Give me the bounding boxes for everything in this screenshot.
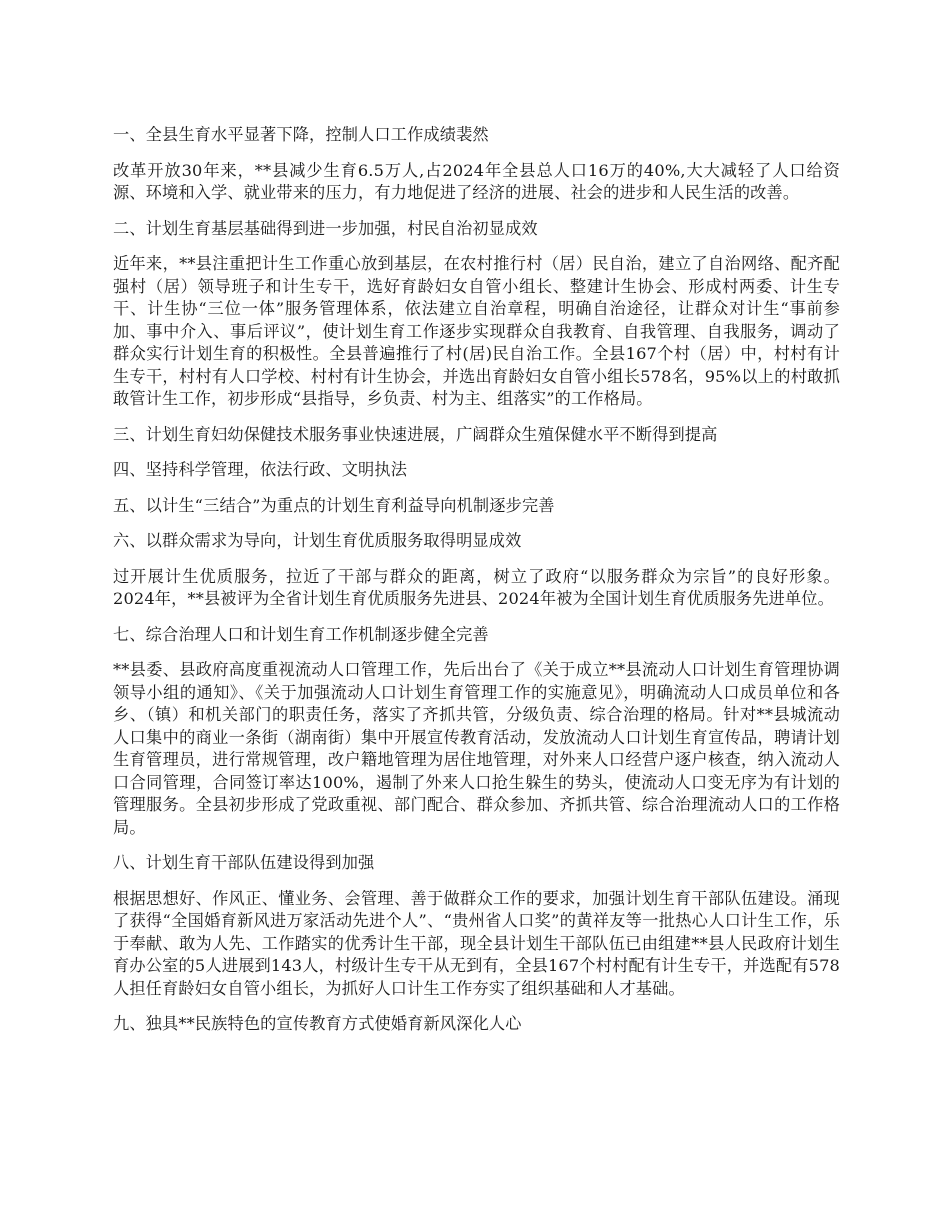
section-3-heading: 三、计划生育妇幼保健技术服务事业快速进展，广阔群众生殖保健水平不断得到提高 [113, 424, 718, 444]
section-8-heading: 八、计划生育干部队伍建设得到加强 [113, 853, 375, 872]
section-6-body: 过开展计生优质服务，拉近了干部与群众的距离，树立了政府“以服务群众为宗旨”的良好形象。2024年，**县被评为全省计划生育优质服务先进县、2024年被为全国计划生育优质服务先进单位。 [113, 566, 840, 608]
section-9-heading: 九、独具**民族特色的宣传教育方式使婚育新风深化人心 [113, 1014, 522, 1033]
section-6-heading: 六、以群众需求为导向，计划生育优质服务取得明显成效 [113, 531, 522, 550]
section-1-body: 改革开放30年来，**县减少生育6.5万人,占2024年全县总人口16万的40%,大大减轻了人口给资源、环境和入学、就业带来的压力，有力地促进了经济的进展、社会的进步和人民生活的改善。 [113, 160, 840, 202]
section-2-heading: 二、计划生育基层基础得到进一步加强，村民自治初显成效 [113, 218, 538, 238]
section-7-heading: 七、综合治理人口和计划生育工作机制逐步健全完善 [113, 624, 489, 644]
section-4-heading: 四、坚持科学管理，依法行政、文明执法 [113, 460, 408, 479]
section-2-body: 近年来，**县注重把计生工作重心放到基层，在农村推行村（居）民自治，建立了自治网络、配齐配强村（居）领导班子和计生专干，选好育龄妇女自管小组长、整建计生协会、形成村两委、计生专干、计生协“三位一体”服务管理体系，依法建立自治章程，明确自治途径，让群众对计生“事前参加、事中介入、事后评议”，使计划生育工作逐步实现群众自我教育、自我管理、自我服务，调动了群众实行计划生育的积极性。全县普遍推行了村(居)民自治工作。全县167个村（居）中，村村有计生专干，村村有人口学校、村村有计生协会，并选出育龄妇女自管小组长578名，95%以上的村敢抓敢管计生工作，初步形成“县指导，乡负责、村为主、组落实”的工作格局。 [113, 254, 840, 408]
section-8-body: 根据思想好、作风正、懂业务、会管理、善于做群众工作的要求，加强计划生育干部队伍建设。涌现了获得“全国婚育新风进万家活动先进个人”、“贵州省人口奖”的黄祥友等一批热心人口计生工作，乐于奉献、敢为人先、工作踏实的优秀计生干部，现全县计划生干部队伍已由组建**县人民政府计划生育办公室的5人进展到143人，村级计生专干从无到有，全县167个村村配有计生专干，并选配有578人担任育龄妇女自管小组长，为抓好人口计生工作夯实了组织基础和人才基础。 [113, 888, 840, 998]
section-7-body: **县委、县政府高度重视流动人口管理工作，先后出台了《关于成立**县流动人口计划生育管理协调领导小组的通知》、《关于加强流动人口计划生育管理工作的实施意见》，明确流动人口成员单位和各乡、（镇）和机关部门的职责任务，落实了齐抓共管，分级负责、综合治理的格局。针对**县城流动人口集中的商业一条街（湖南街）集中开展宣传教育活动，发放流动人口计划生育宣传品，聘请计划生育管理员，进行常规管理，改户籍地管理为居住地管理，对外来人口经营户逐户核查，纳入流动人口合同管理，合同签订率达100%，遏制了外来人口抢生躲生的势头，使流动人口变无序为有计划的管理服务。全县初步形成了党政重视、部门配合、群众参加、齐抓共管、综合治理流动人口的工作格局。 [113, 660, 840, 837]
section-1-heading: 一、全县生育水平显著下降，控制人口工作成绩裴然 [113, 125, 489, 144]
section-5-heading: 五、以计生“三结合”为重点的计划生育利益导向机制逐步完善 [113, 495, 555, 515]
